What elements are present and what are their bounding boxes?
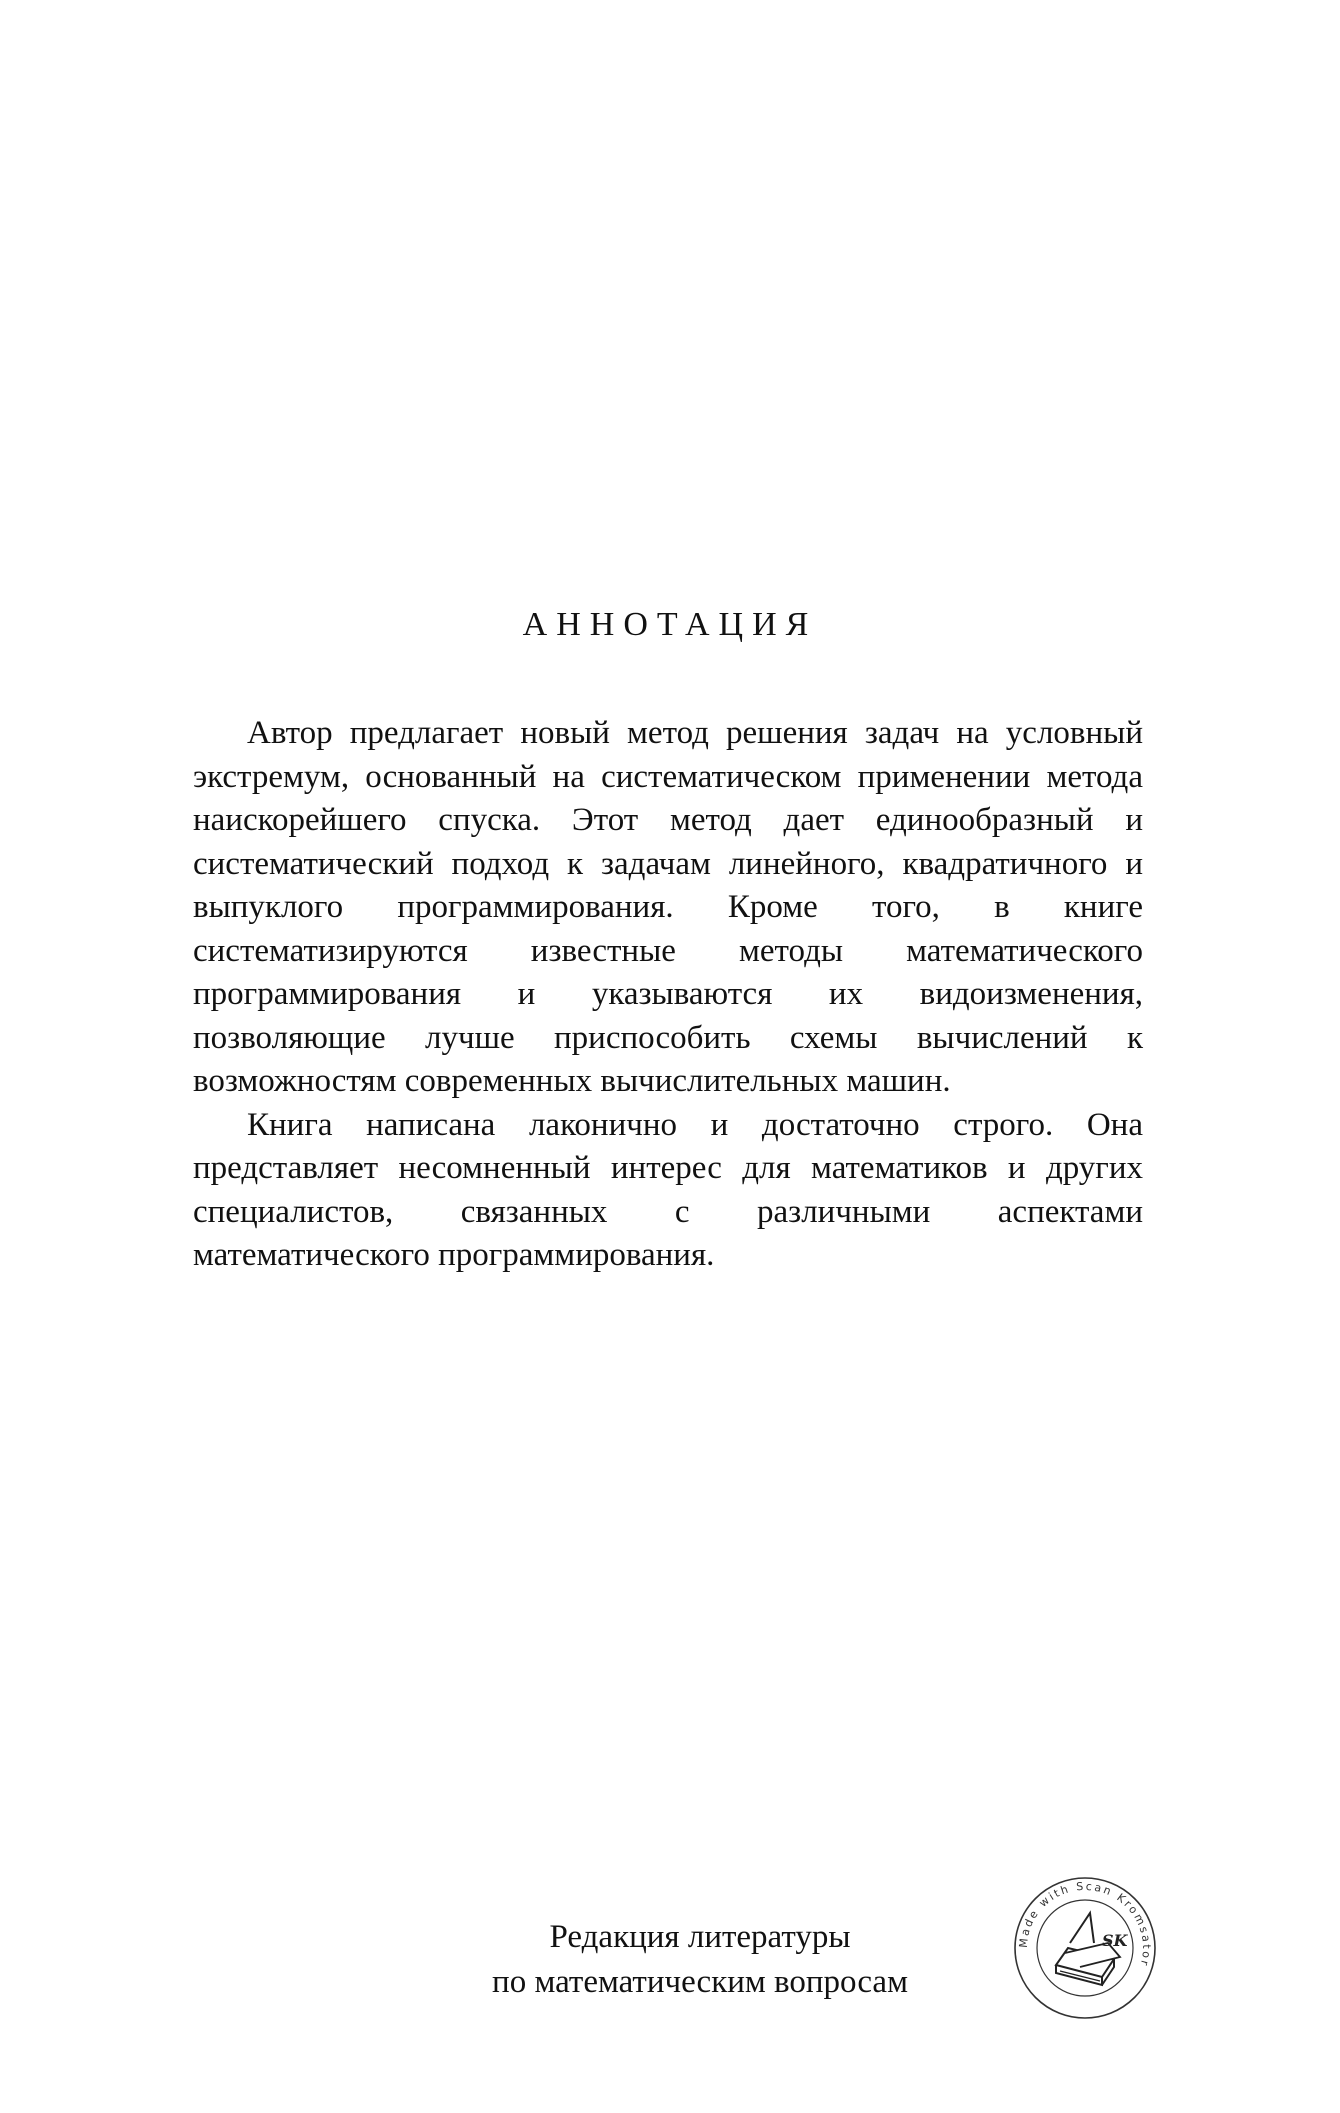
- page-title: АННОТАЦИЯ: [522, 606, 818, 643]
- annotation-body: [193, 712, 1143, 1278]
- stamp-ring-text: Made with Scan Kromsator: [1016, 1879, 1154, 1969]
- scan-stamp-icon: [1010, 1873, 1160, 2023]
- editorial-line-2: по математическим вопросам: [492, 1964, 908, 2000]
- editorial-credit: [300, 1915, 1100, 2005]
- stamp-logo-text: SK: [1102, 1931, 1128, 1950]
- annotation-paragraph-2: Книга написана лаконично и достаточно строго. Она представляет несомненный интерес для математиков и других специалистов, связанных с различными аспектами математического программирования.: [193, 1106, 1143, 1273]
- annotation-paragraph-1: Автор предлагает новый метод решения задач на условный экстремум, основанный на систематическом применении метода наискорейшего спуска. Этот метод дает единообразный и систематический подход к задачам линейного, квадратичного и выпуклого программирования. Кроме того, в книге систематизируются известные методы математического программирования и указываются их видоизменения, позволяющие лучше приспособить схемы вычислений к возможностям современных вычислительных машин.: [193, 715, 1143, 1099]
- editorial-line-1: Редакция литературы: [549, 1919, 851, 1955]
